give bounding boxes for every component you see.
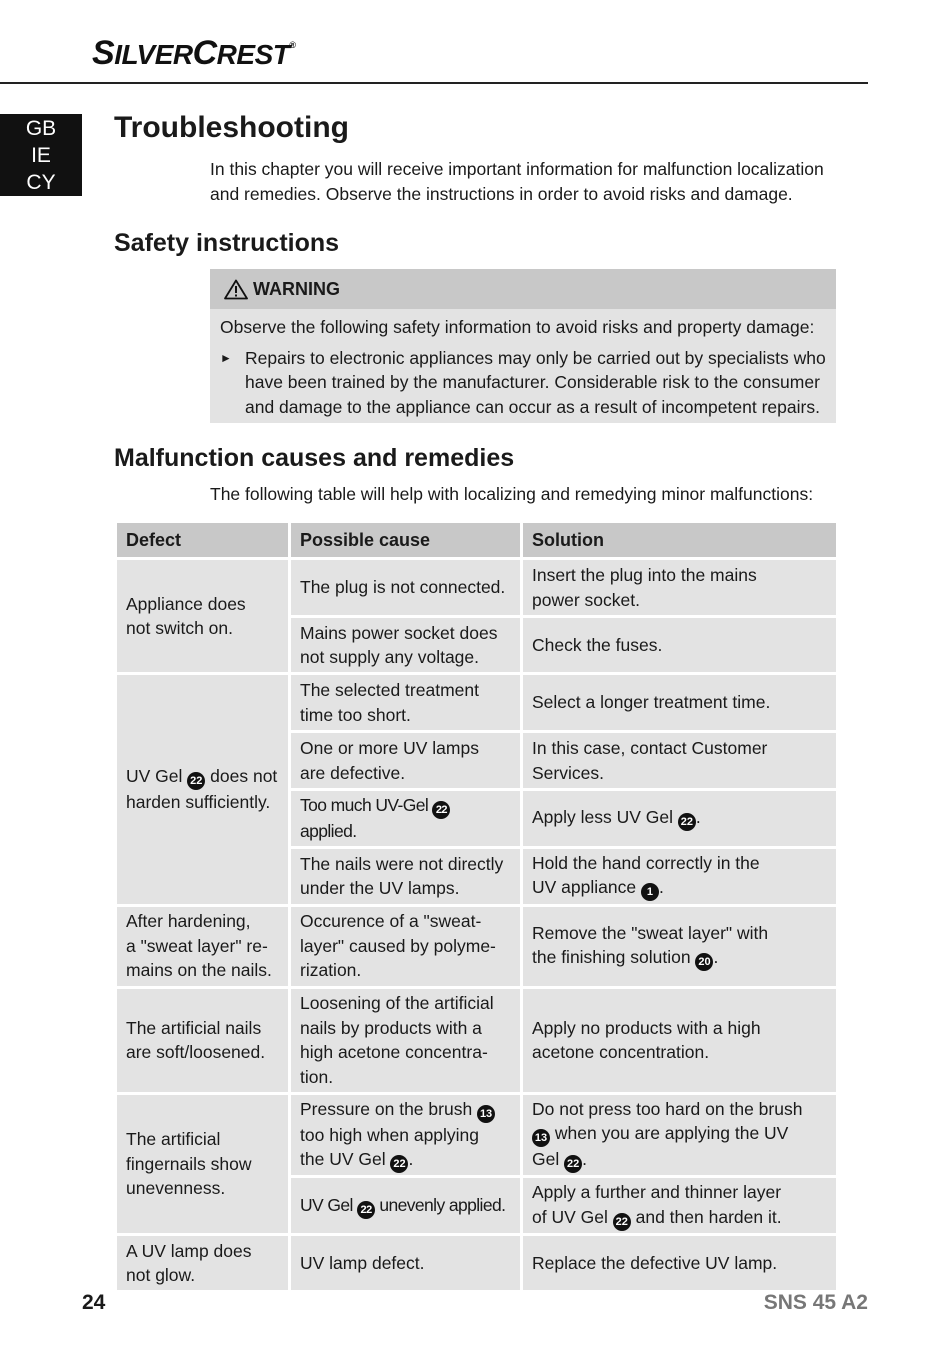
model-number: SNS 45 A2 <box>763 1291 868 1314</box>
cause-cell: UV lamp defect. <box>290 1235 522 1292</box>
part-22-icon: 22 <box>357 1201 375 1219</box>
part-1-icon: 1 <box>641 883 659 901</box>
table-row <box>116 905 838 987</box>
page-number: 24 <box>82 1291 106 1314</box>
table-row <box>116 987 838 1093</box>
defect-cell: After hardening, a "sweat layer" re- mains on the nails. <box>116 905 290 987</box>
table-row <box>116 559 838 617</box>
troubleshooting-table <box>114 520 839 1293</box>
solution-cell: Do not press too hard on the brush 13 when you are applying the UV Gel 22 . <box>522 1093 838 1177</box>
part-13-icon: 13 <box>477 1105 495 1123</box>
part-13-icon: 13 <box>532 1129 550 1147</box>
solution-cell: Apply a further and thinner layer of UV Gel 22 and then harden it. <box>522 1177 838 1235</box>
cause-cell: Too much UV-Gel 22 applied. <box>290 790 522 848</box>
cause-cell: UV Gel 22 unevenly applied. <box>290 1177 522 1235</box>
warning-header <box>210 269 836 309</box>
table-row <box>116 674 838 732</box>
header-solution: Solution <box>522 522 838 559</box>
table-row <box>116 1235 838 1292</box>
safety-heading: Safety instructions <box>114 229 340 257</box>
solution-cell: In this case, contact Customer Services. <box>522 732 838 790</box>
solution-cell: Check the fuses. <box>522 617 838 674</box>
solution-cell: Remove the "sweat layer" with the finishing solution 20 . <box>522 905 838 987</box>
header-defect: Defect <box>116 522 290 559</box>
defect-cell: The artificial fingernails show unevenness. <box>116 1093 290 1235</box>
brand-logo: SILVERCREST® <box>92 34 296 72</box>
solution-cell: Apply no products with a high acetone concentration. <box>522 987 838 1093</box>
part-22-icon: 22 <box>613 1213 631 1231</box>
defect-cell: Appliance does not switch on. <box>116 559 290 674</box>
warning-item: ► Repairs to electronic appliances may only be carried out by specialists who have been trained by the manufacturer. Considerable risk to the consumer and damage to the appliance can occur as a result of incompetent repairs. <box>220 346 826 420</box>
part-22-icon: 22 <box>432 801 450 819</box>
defect-cell: A UV lamp does not glow. <box>116 1235 290 1292</box>
solution-cell: Apply less UV Gel 22 . <box>522 790 838 848</box>
page-title: Troubleshooting <box>114 111 349 144</box>
defect-cell: UV Gel 22 does not harden sufficiently. <box>116 674 290 906</box>
lang-cy: CY <box>26 170 56 194</box>
cause-cell: Mains power socket does not supply any voltage. <box>290 617 522 674</box>
solution-cell: Insert the plug into the mains power socket. <box>522 559 838 617</box>
lang-ie: IE <box>31 143 51 167</box>
warning-label: WARNING <box>253 278 340 299</box>
cause-cell: The selected treatment time too short. <box>290 674 522 732</box>
table-header-row <box>116 522 838 559</box>
part-22-icon: 22 <box>564 1155 582 1173</box>
part-20-icon: 20 <box>695 953 713 971</box>
lang-gb: GB <box>25 116 57 140</box>
solution-cell: Hold the hand correctly in the UV appliance 1 . <box>522 847 838 905</box>
intro-text: In this chapter you will receive important information for malfunction localization and remedies. Observe the instructions in order to avoid risks and damage. <box>210 159 824 204</box>
part-22-icon: 22 <box>390 1155 408 1173</box>
header-cause: Possible cause <box>290 522 522 559</box>
cause-cell: Occurence of a "sweat- layer" caused by polyme- rization. <box>290 905 522 987</box>
cause-cell: The plug is not connected. <box>290 559 522 617</box>
cause-cell: One or more UV lamps are defective. <box>290 732 522 790</box>
cause-cell: The nails were not directly under the UV lamps. <box>290 847 522 905</box>
cause-cell: Loosening of the artificial nails by products with a high acetone concentra- tion. <box>290 987 522 1093</box>
part-22-icon: 22 <box>187 772 205 790</box>
solution-cell: Select a longer treatment time. <box>522 674 838 732</box>
arrow-bullet-icon: ► <box>220 350 232 365</box>
malfunction-heading: Malfunction causes and remedies <box>114 444 515 472</box>
part-22-icon: 22 <box>678 813 696 831</box>
warning-lead: Observe the following safety information to avoid risks and property damage: <box>220 317 815 337</box>
warning-box <box>210 269 836 423</box>
header-rule <box>0 82 868 84</box>
warning-triangle-icon <box>224 279 248 300</box>
solution-cell: Replace the defective UV lamp. <box>522 1235 838 1292</box>
table-row <box>116 1093 838 1177</box>
malfunction-intro: The following table will help with localizing and remedying minor malfunctions: <box>210 484 814 504</box>
cause-cell: Pressure on the brush 13 too high when applying the UV Gel 22 . <box>290 1093 522 1177</box>
language-tab <box>0 114 82 196</box>
defect-cell: The artificial nails are soft/loosened. <box>116 987 290 1093</box>
